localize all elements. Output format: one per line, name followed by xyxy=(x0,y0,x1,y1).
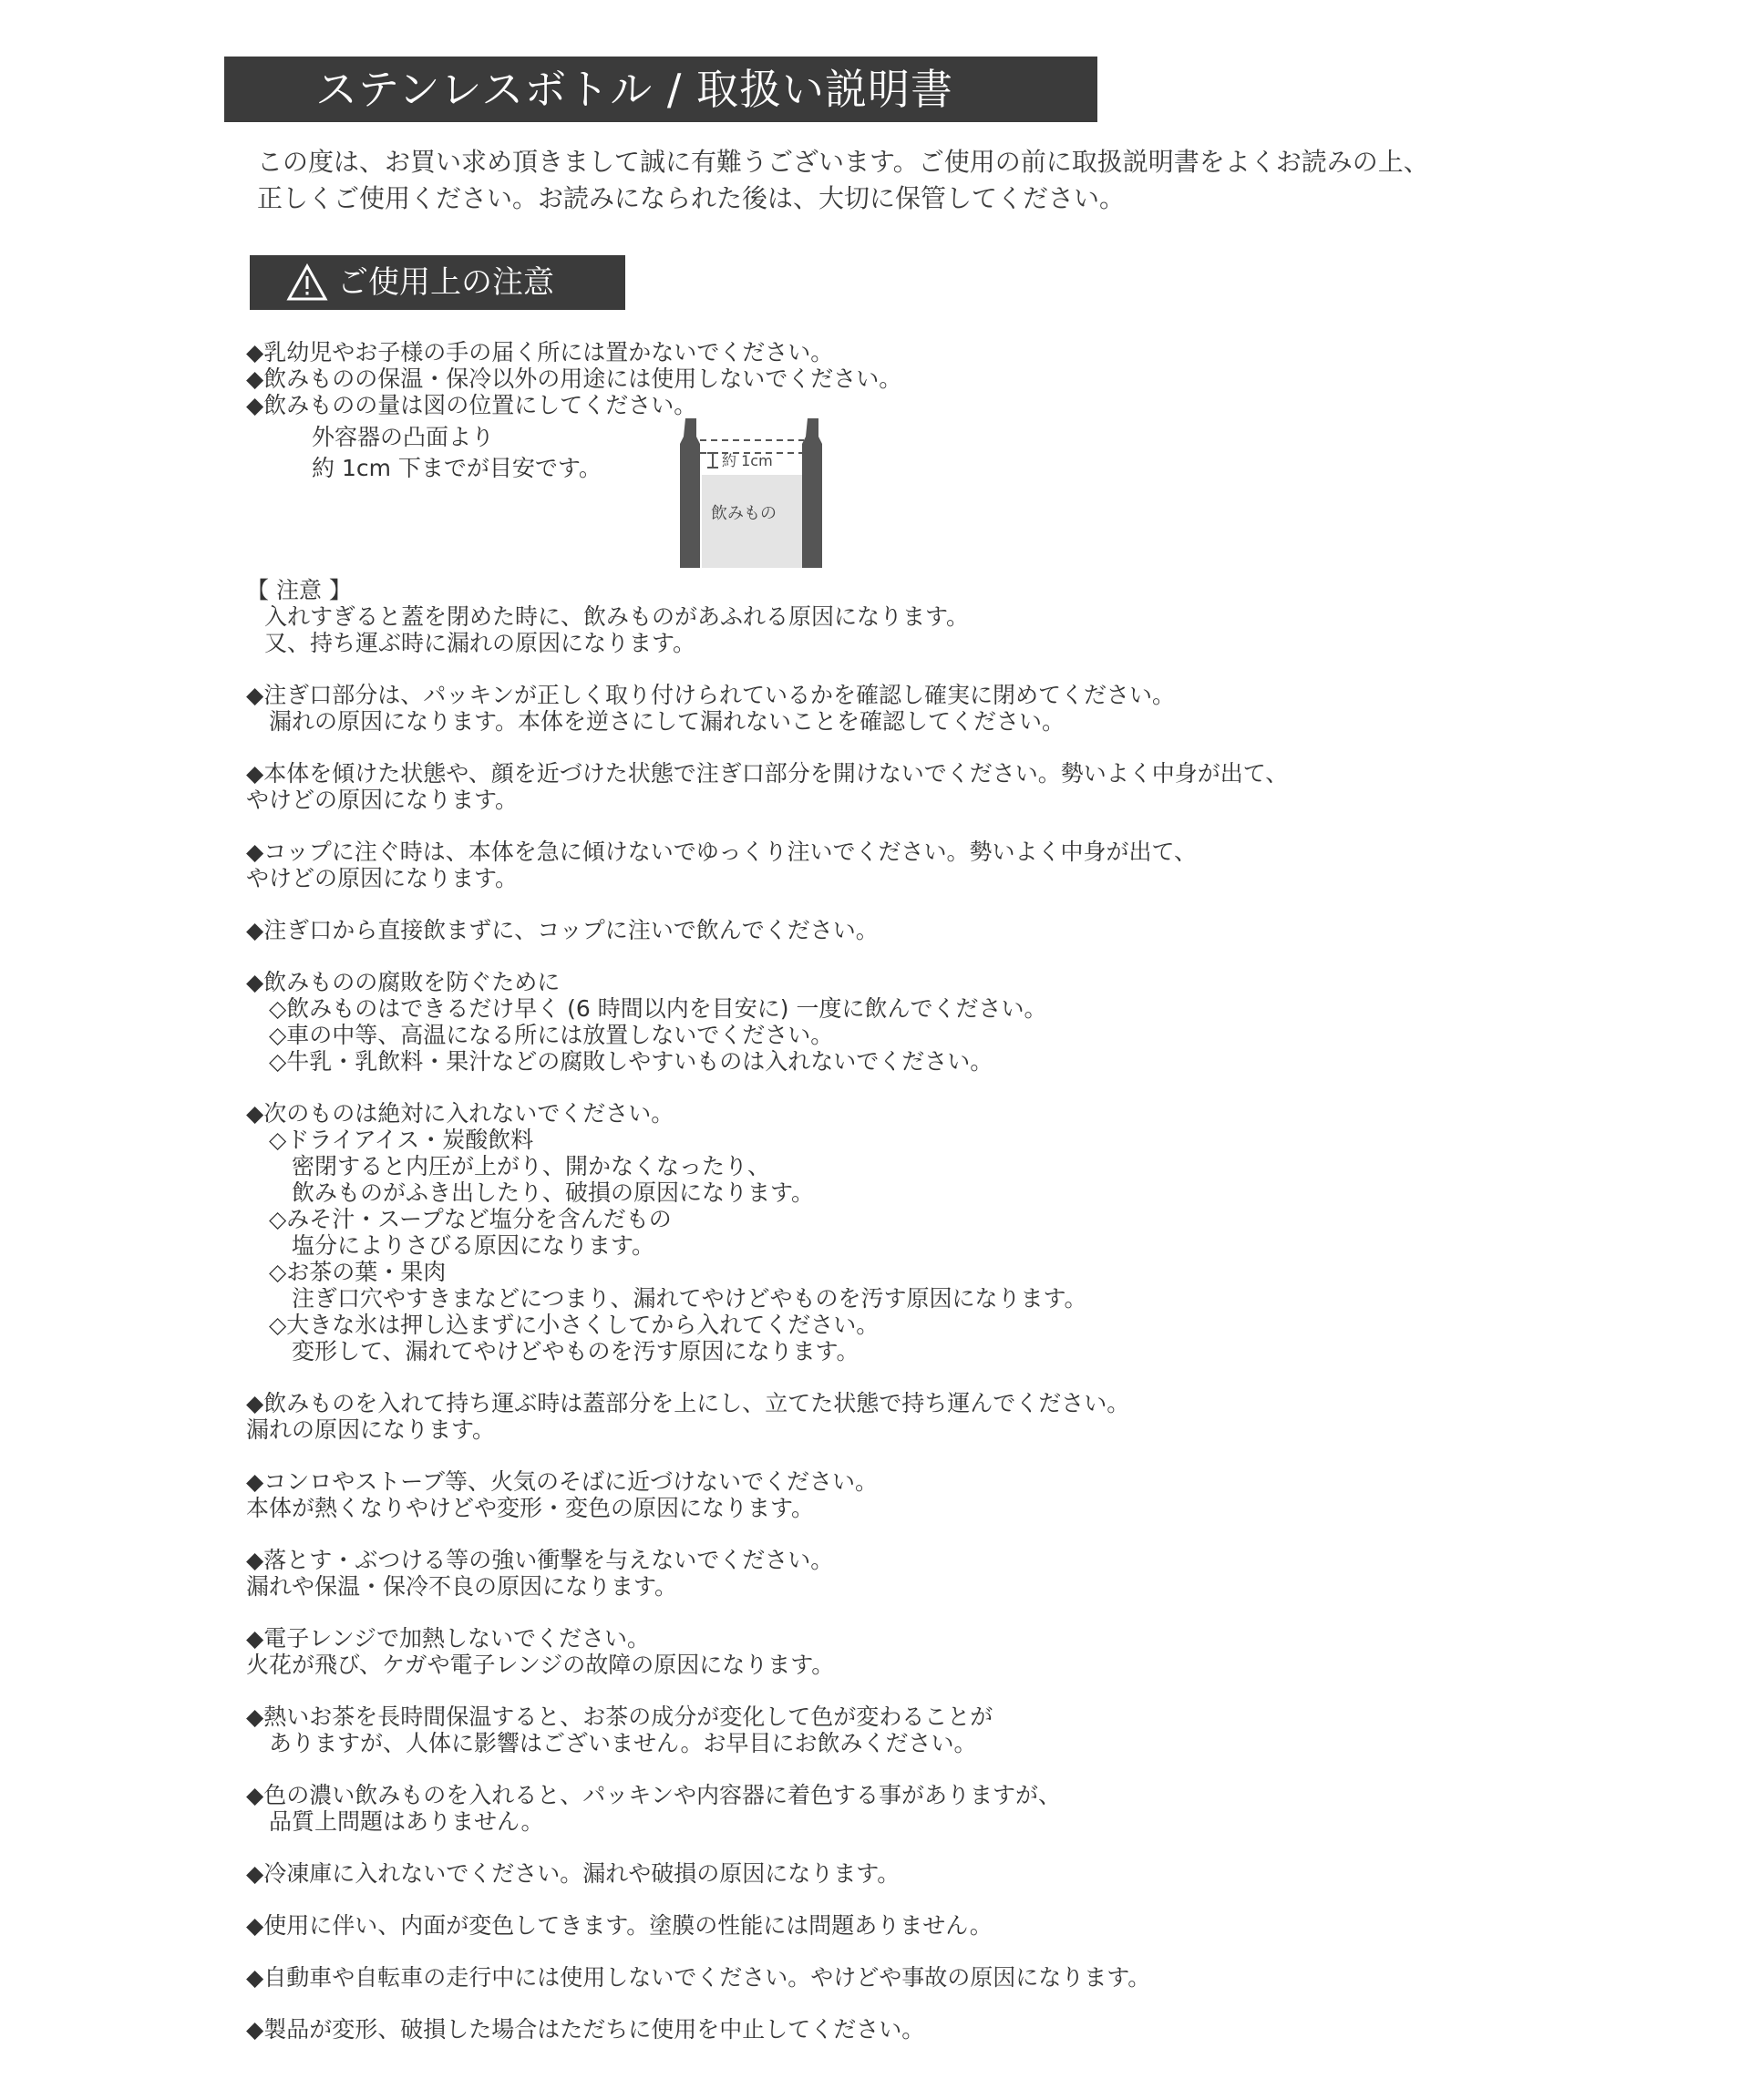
item-line: ◆注ぎ口部分は、パッキンが正しく取り付けられているかを確認し確実に閉めてください。 xyxy=(246,682,1175,708)
item-line: ◆電子レンジで加熱しないでください。 xyxy=(246,1625,650,1652)
item-line: ◆本体を傾けた状態や、顔を近づけた状態で注ぎ口部分を開けないでください。勢いよく中身が出て、 xyxy=(246,760,1289,787)
item-line: ◆飲みものの腐敗を防ぐために xyxy=(246,969,561,995)
diagram-note xyxy=(312,422,602,484)
list-item xyxy=(246,1468,1613,1521)
item-line: ◇みそ汁・スープなど塩分を含んだもの xyxy=(246,1206,672,1232)
diagram-note-line: 約 1cm 下までが目安です。 xyxy=(312,455,602,481)
list-item xyxy=(246,1625,1613,1678)
intro-line: 正しくご使用ください。お読みになられた後は、大切に保管してください。 xyxy=(257,183,1126,213)
item-line: 密閉すると内圧が上がり、開かなくなったり、 xyxy=(246,1153,771,1179)
item-line: やけどの原因になります。 xyxy=(246,865,519,891)
item-line: 品質上問題はありません。 xyxy=(246,1808,544,1835)
item-line: ありますが、人体に影響はございません。お早目にお飲みください。 xyxy=(246,1730,977,1756)
item-line: ◆コンロやストーブ等、火気のそばに近づけないでください。 xyxy=(246,1468,878,1495)
fill-level-diagram xyxy=(246,422,1613,577)
list-item xyxy=(246,1390,1613,1443)
item-line: 漏れや保温・保冷不良の原因になります。 xyxy=(246,1573,678,1600)
item-line: 塩分によりさびる原因になります。 xyxy=(246,1232,655,1259)
item-line: ◇飲みものはできるだけ早く (6 時間以内を目安に) 一度に飲んでください。 xyxy=(246,995,1047,1022)
page-title: ステンレスボトル / 取扱い説明書 xyxy=(224,57,1097,122)
liquid-label: 飲みもの xyxy=(711,504,777,523)
list-item xyxy=(246,1782,1613,1835)
list-item xyxy=(246,1547,1613,1600)
caution-line: 入れすぎると蓋を閉めた時に、飲みものがあふれる原因になります。 xyxy=(264,603,970,630)
item-line: ◆落とす・ぶつける等の強い衝撃を与えないでください。 xyxy=(246,1547,834,1573)
list-item xyxy=(246,1964,1613,1991)
list-item xyxy=(246,1100,1613,1364)
bottle-cross-section xyxy=(647,411,829,575)
list-item xyxy=(246,1704,1613,1756)
item-line: 変形して、漏れてやけどやものを汚す原因になります。 xyxy=(246,1338,860,1364)
section-header xyxy=(250,255,625,310)
item-line: 火花が飛び、ケガや電子レンジの故障の原因になります。 xyxy=(246,1652,835,1678)
item-line: 飲みものがふき出したり、破損の原因になります。 xyxy=(246,1179,815,1206)
item-line: ◆冷凍庫に入れないでください。漏れや破損の原因になります。 xyxy=(246,1860,901,1887)
item-line: ◆製品が変形、破損した場合はただちに使用を中止してください。 xyxy=(246,2016,925,2043)
item-line: ◆飲みものの保温・保冷以外の用途には使用しないでください。 xyxy=(246,365,902,392)
item-line: 注ぎ口穴やすきまなどにつまり、漏れてやけどやものを汚す原因になります。 xyxy=(246,1285,1087,1312)
item-line: ◇ドライアイス・炭酸飲料 xyxy=(246,1127,534,1153)
item-line: ◆次のものは絶対に入れないでください。 xyxy=(246,1100,674,1127)
item-line: ◆使用に伴い、内面が変色してきます。塗膜の性能には問題ありません。 xyxy=(246,1912,993,1939)
diagram-note-line: 外容器の凸面より xyxy=(312,424,495,450)
item-line: ◆色の濃い飲みものを入れると、パッキンや内容器に着色する事がありますが、 xyxy=(246,1782,1061,1808)
list-item xyxy=(246,2016,1613,2043)
warning-triangle-icon xyxy=(286,263,328,302)
item-line: 漏れの原因になります。本体を逆さにして漏れないことを確認してください。 xyxy=(246,708,1065,735)
item-line: 本体が熱くなりやけどや変形・変色の原因になります。 xyxy=(246,1495,815,1521)
item-line: ◇大きな氷は押し込まずに小さくしてから入れてください。 xyxy=(246,1312,880,1338)
item-line: ◆注ぎ口から直接飲まずに、コップに注いで飲んでください。 xyxy=(246,917,879,943)
item-line: ◆自動車や自転車の走行中には使用しないでください。やけどや事故の原因になります。 xyxy=(246,1964,1151,1991)
gap-label: 約 1cm xyxy=(722,452,773,469)
list-item xyxy=(246,1860,1613,1887)
item-line: ◇車の中等、高温になる所には放置しないでください。 xyxy=(246,1022,834,1048)
item-line: ◆乳幼児やお子様の手の届く所には置かないでください。 xyxy=(246,339,834,365)
list-item xyxy=(246,969,1613,1075)
list-item xyxy=(246,1912,1613,1939)
caution-heading: 【 注意 】 xyxy=(246,577,352,603)
section-title: ご使用上の注意 xyxy=(337,264,554,301)
list-item xyxy=(246,839,1613,891)
item-line: ◆飲みものを入れて持ち運ぶ時は蓋部分を上にし、立てた状態で持ち運んでください。 xyxy=(246,1390,1130,1416)
instructions-body xyxy=(246,339,1613,2068)
item-line: 漏れの原因になります。 xyxy=(246,1416,496,1443)
list-item xyxy=(246,917,1613,943)
item-line: ◇牛乳・乳飲料・果汁などの腐敗しやすいものは入れないでください。 xyxy=(246,1048,993,1075)
item-line: ◇お茶の葉・果肉 xyxy=(246,1259,447,1285)
caution-line: 又、持ち運ぶ時に漏れの原因になります。 xyxy=(264,630,696,656)
list-item xyxy=(246,682,1613,735)
item-line: ◆熱いお茶を長時間保温すると、お茶の成分が変化して色が変わることが xyxy=(246,1704,993,1730)
caution-text xyxy=(246,603,1613,656)
item-line: やけどの原因になります。 xyxy=(246,787,519,813)
list-item xyxy=(246,760,1613,813)
list-item xyxy=(246,339,1613,418)
item-line: ◆コップに注ぐ時は、本体を急に傾けないでゆっくり注いでください。勢いよく中身が出て、 xyxy=(246,839,1197,865)
intro-text xyxy=(257,144,1551,217)
item-line: ◆飲みものの量は図の位置にしてください。 xyxy=(246,392,697,418)
intro-line: この度は、お買い求め頂きまして誠に有難うございます。ご使用の前に取扱説明書をよくお読みの上、 xyxy=(257,147,1429,177)
